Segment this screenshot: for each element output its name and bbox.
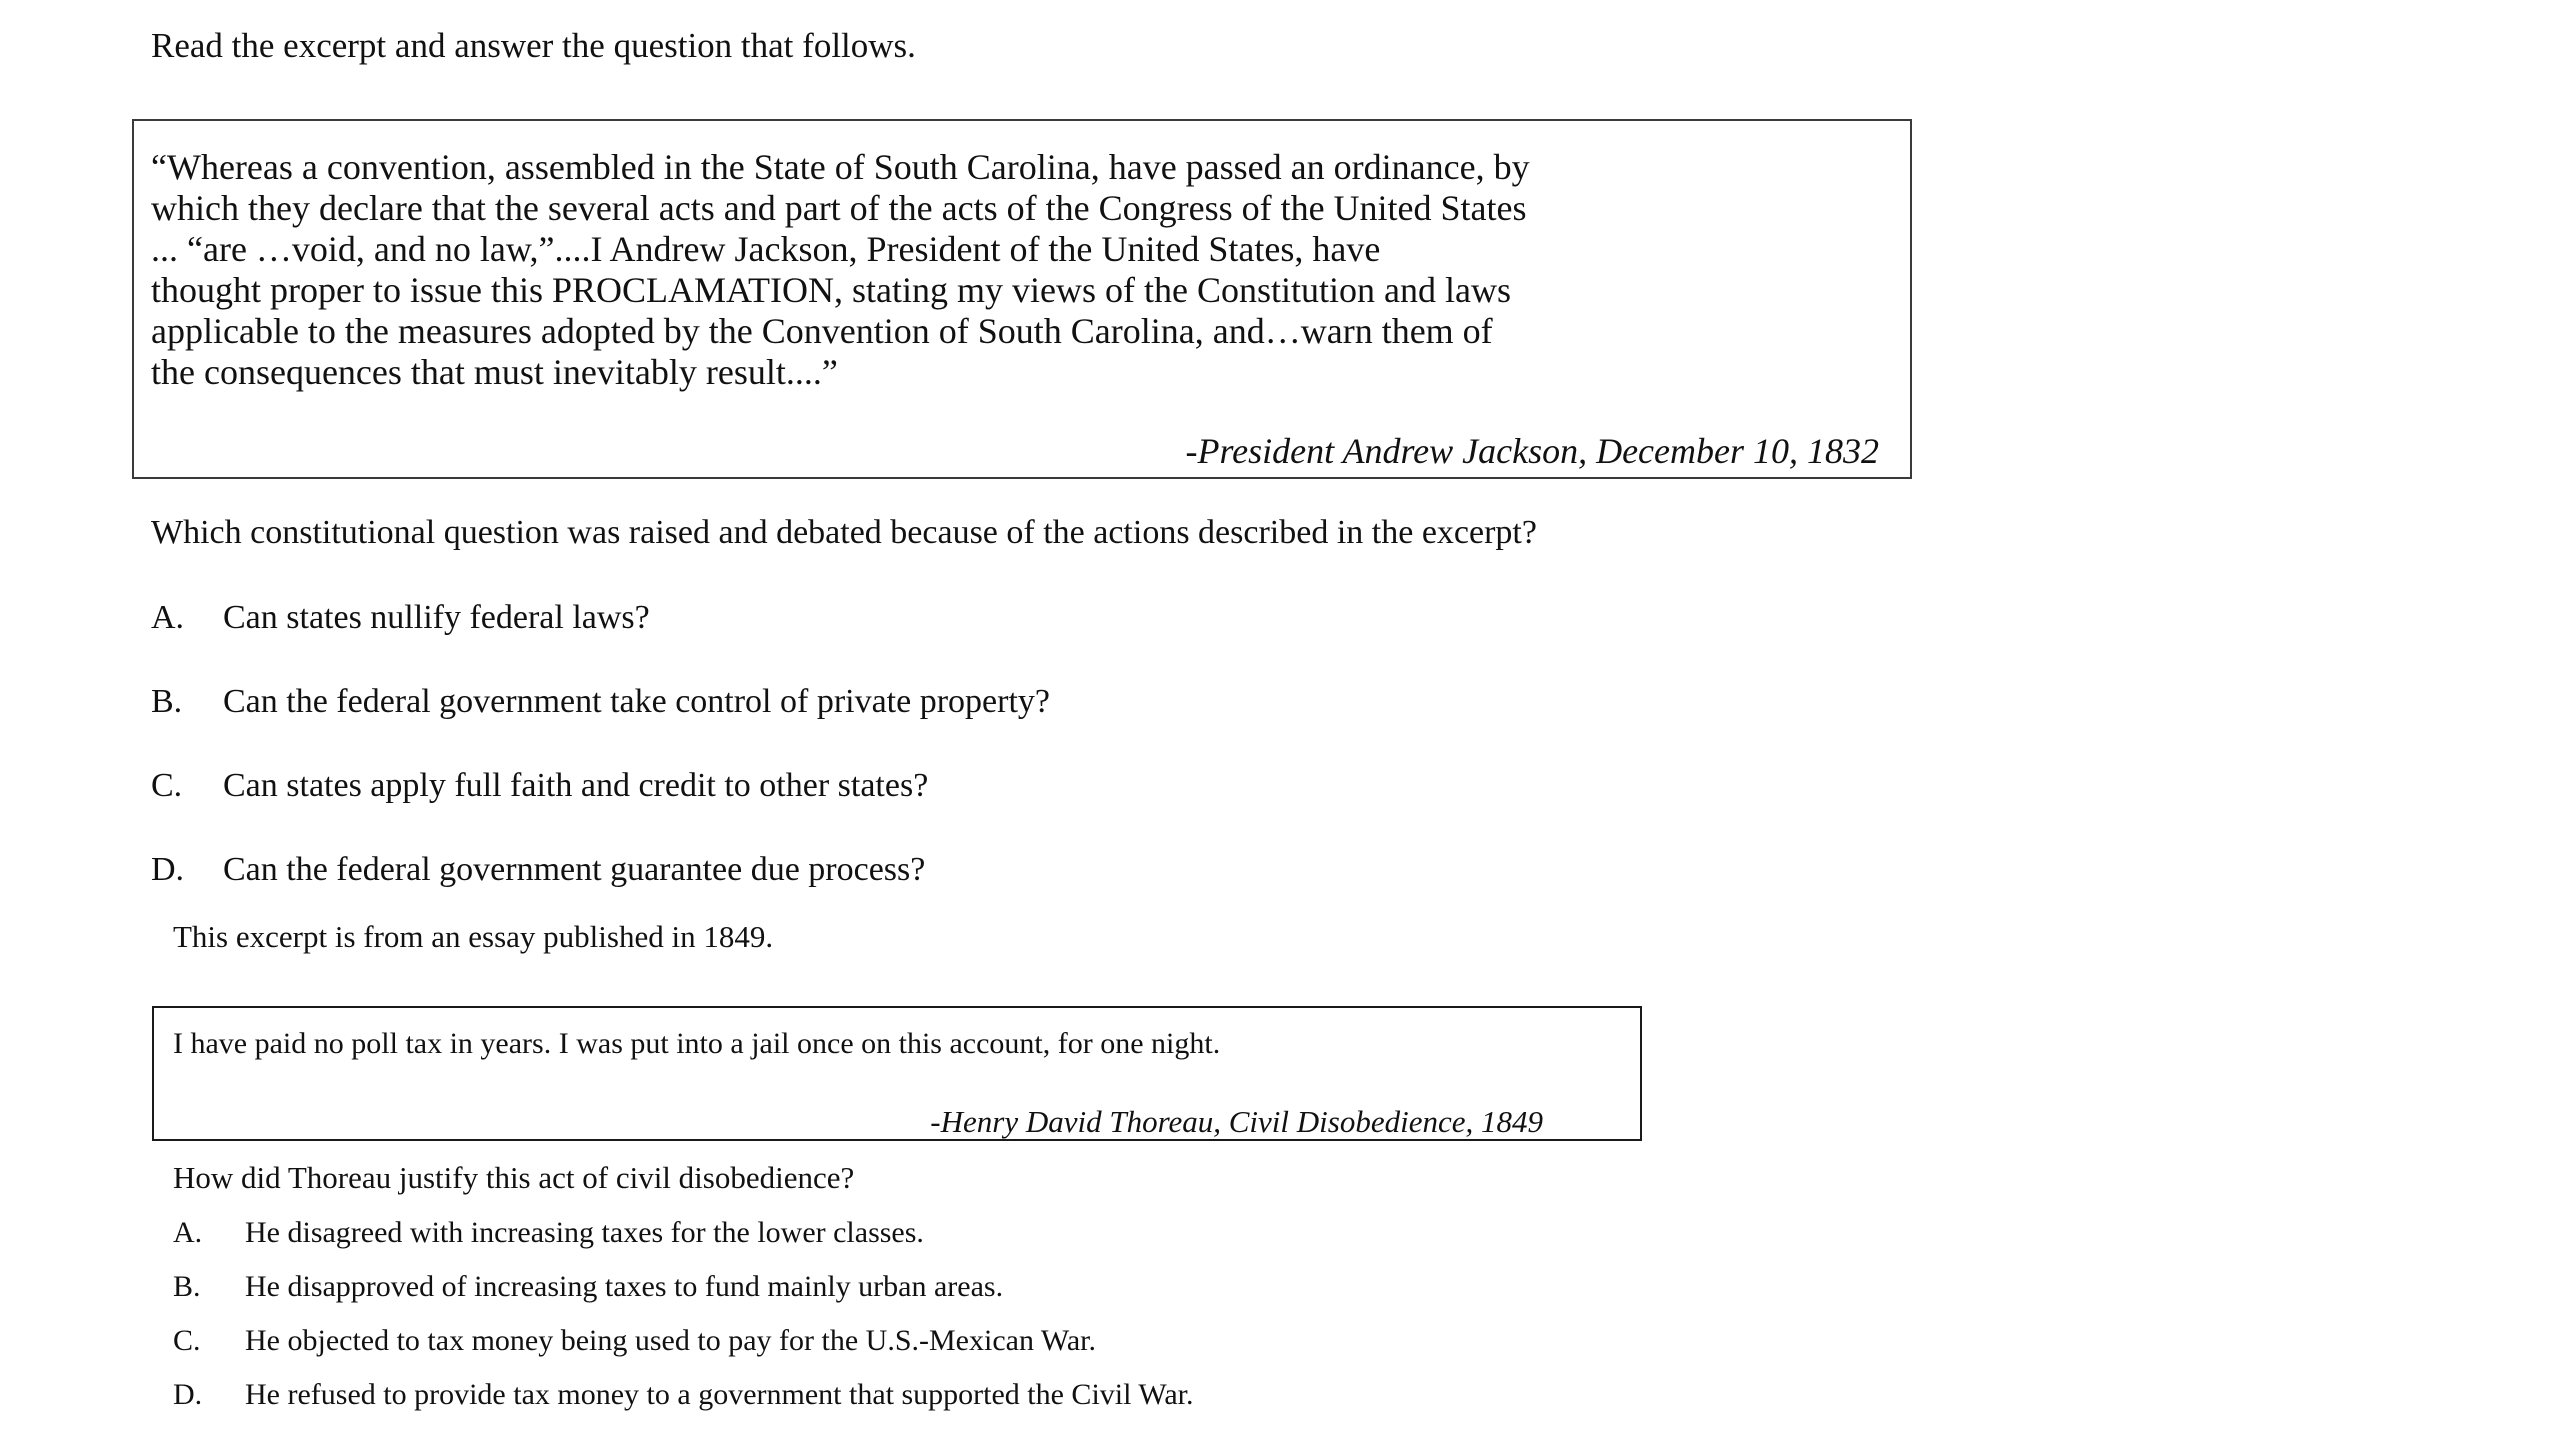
q1-attribution: -President Andrew Jackson, December 10, 1832 [1185,431,1879,471]
q1-excerpt-line: which they declare that the several acts and part of the acts of the Congress of the United States [151,188,1527,228]
q1-option-c[interactable]: Can states apply full faith and credit to other states? [223,767,929,804]
q2-option-d-letter[interactable]: D. [173,1378,203,1411]
q1-instruction: Read the excerpt and answer the question that follows. [151,26,916,65]
q1-excerpt-line: ... “are …void, and no law,”....I Andrew Jackson, President of the United States, have [151,229,1381,269]
q2-option-d[interactable]: He refused to provide tax money to a government that supported the Civil War. [245,1378,1194,1411]
q2-option-a-letter[interactable]: A. [173,1216,203,1249]
q1-excerpt-line: “Whereas a convention, assembled in the State of South Carolina, have passed an ordinance, by [151,147,1530,187]
q1-option-b[interactable]: Can the federal government take control of private property? [223,683,1050,720]
q1-option-a[interactable]: Can states nullify federal laws? [223,599,650,636]
q2-option-c[interactable]: He objected to tax money being used to pay for the U.S.-Mexican War. [245,1324,1096,1357]
q1-excerpt-line: the consequences that must inevitably result....” [151,352,838,392]
q2-attribution: -Henry David Thoreau, Civil Disobedience, 1849 [930,1104,1543,1139]
q2-intro: This excerpt is from an essay published in 1849. [173,919,774,954]
q1-question-stem: Which constitutional question was raised and debated because of the actions described in the excerpt? [151,514,1537,551]
q1-excerpt-line: applicable to the measures adopted by the Convention of South Carolina, and…warn them of [151,311,1493,351]
q1-option-d-letter[interactable]: D. [151,851,185,888]
q1-option-c-letter[interactable]: C. [151,767,183,804]
q2-option-c-letter[interactable]: C. [173,1324,201,1357]
q1-excerpt-line: thought proper to issue this PROCLAMATION, stating my views of the Constitution and laws [151,270,1511,310]
q1-option-a-letter[interactable]: A. [151,599,185,636]
q1-option-b-letter[interactable]: B. [151,683,183,720]
q2-option-b-letter[interactable]: B. [173,1270,201,1303]
q2-question-stem: How did Thoreau justify this act of civil disobedience? [173,1160,855,1195]
q2-option-b[interactable]: He disapproved of increasing taxes to fund mainly urban areas. [245,1270,1004,1303]
q2-quote: I have paid no poll tax in years. I was put into a jail once on this account, for one night. [173,1027,1221,1060]
q2-option-a[interactable]: He disagreed with increasing taxes for the lower classes. [245,1216,924,1249]
q1-option-d[interactable]: Can the federal government guarantee due process? [223,851,926,888]
